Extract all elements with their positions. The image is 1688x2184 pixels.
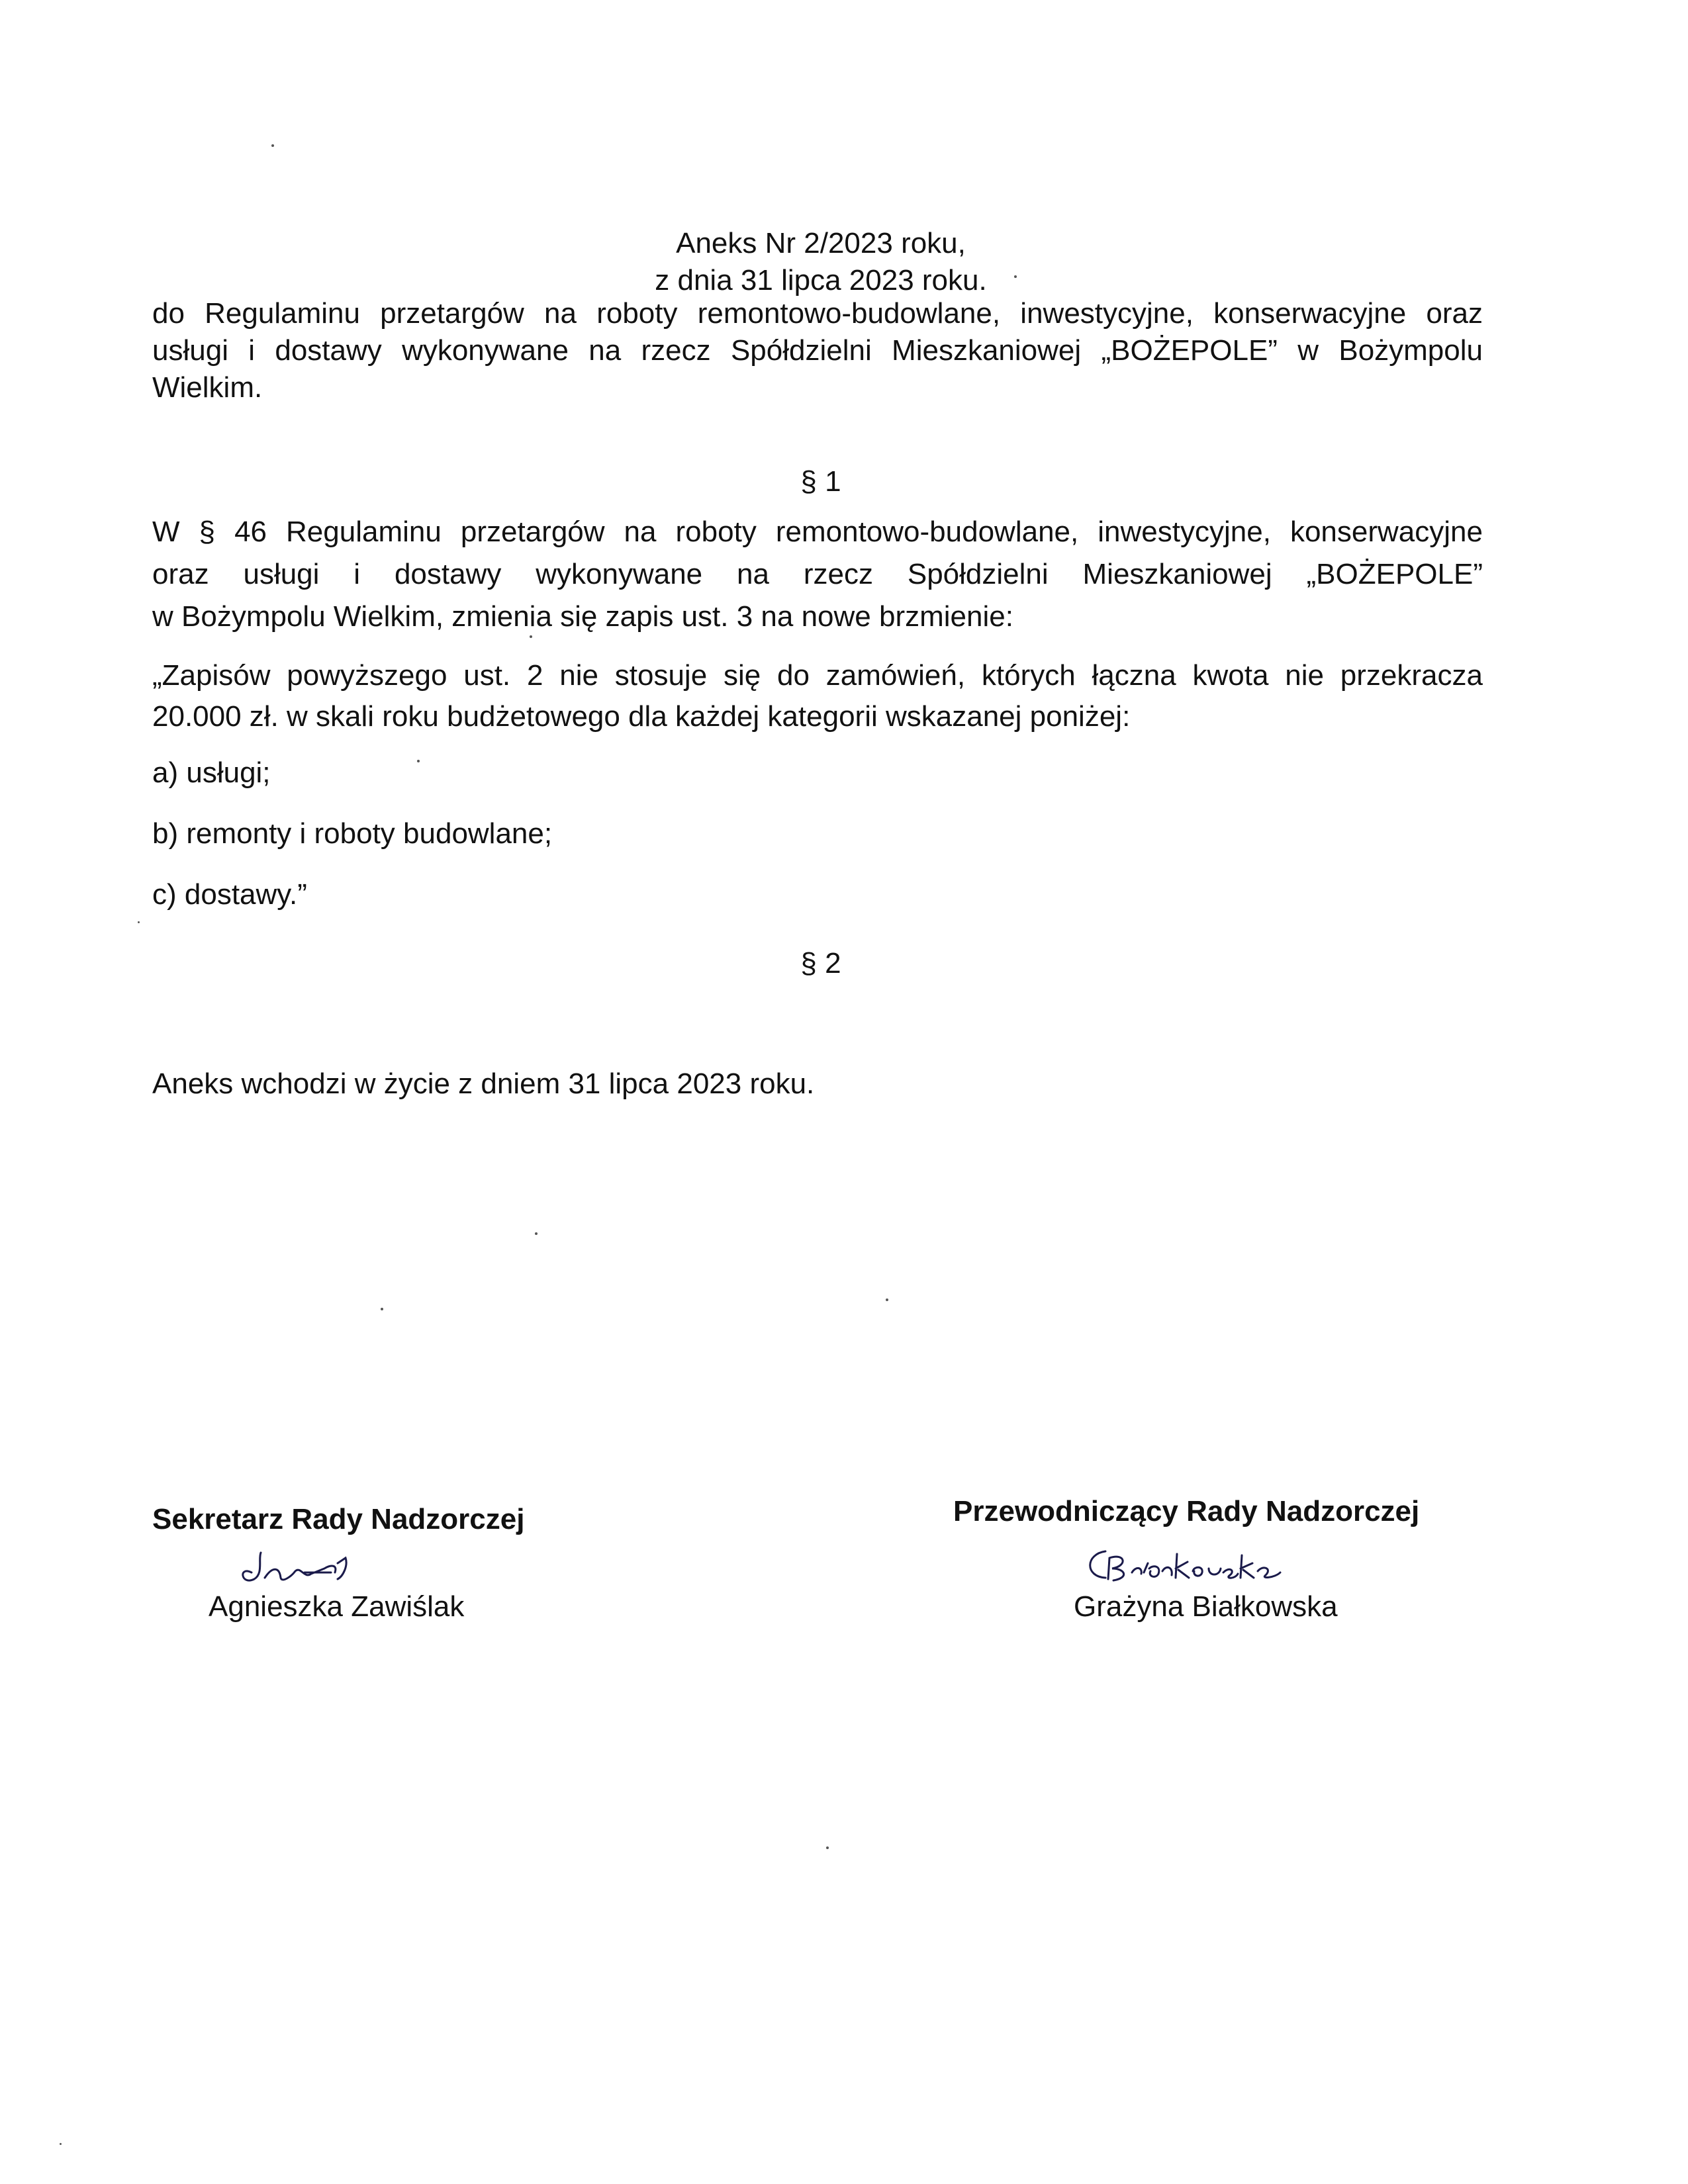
right-signatory-name: Grażyna Białkowska [1074,1590,1338,1623]
annex-title: Aneks Nr 2/2023 roku, [676,227,966,259]
subject-line: usługi i dostawy wykonywane na rzecz Spółdzielni Mieszkaniowej „BOŻEPOLE” w Bożympolu [152,334,1483,367]
subject-line: do Regulaminu przetargów na roboty remontowo-budowlane, inwestycyjne, konserwacyjne oraz [152,297,1483,330]
paragraph-line: w Bożympolu Wielkim, zmienia się zapis ust. 3 na nowe brzmienie: [152,600,1013,633]
scan-speck [530,635,532,638]
subject-line: Wielkim. [152,371,263,404]
section-1-paragraph [152,511,1483,638]
scan-speck [271,144,274,147]
annex-date: z dnia 31 lipca 2023 roku. [655,264,987,296]
scan-speck [1014,275,1017,278]
scan-speck [886,1298,888,1301]
scan-speck [535,1232,538,1235]
list-item: a) usługi; [152,756,271,789]
left-signatory-title: Sekretarz Rady Nadzorczej [152,1503,525,1535]
scan-speck [826,1846,829,1849]
left-signatory-name: Agnieszka Zawiślak [209,1590,465,1623]
section-2-heading: § 2 [800,947,841,979]
quote-line: „Zapisów powyższego ust. 2 nie stosuje się do zamówień, których łączna kwota nie przekracza [152,659,1483,692]
right-signature [1079,1542,1357,1595]
list-item: c) dostawy.” [152,878,307,911]
scan-speck [417,760,420,762]
effective-date-text: Aneks wchodzi w życie z dniem 31 lipca 2023 roku. [152,1068,815,1100]
quoted-amendment [152,655,1483,737]
scan-speck [138,921,140,923]
list-item: b) remonty i roboty budowlane; [152,817,553,850]
annex-subject [152,295,1483,406]
quote-line: 20.000 zł. w skali roku budżetowego dla każdej kategorii wskazanej poniżej: [152,700,1131,733]
left-signature [232,1539,377,1592]
section-1-heading: § 1 [800,465,841,498]
scan-speck [381,1308,383,1310]
scan-speck [60,2143,62,2145]
paragraph-line: W § 46 Regulaminu przetargów na roboty remontowo-budowlane, inwestycyjne, konserwacyjne [152,516,1483,548]
paragraph-line: oraz usługi i dostawy wykonywane na rzecz Spółdzielni Mieszkaniowej „BOŻEPOLE” [152,558,1483,590]
right-signatory-title: Przewodniczący Rady Nadzorczej [953,1495,1420,1527]
